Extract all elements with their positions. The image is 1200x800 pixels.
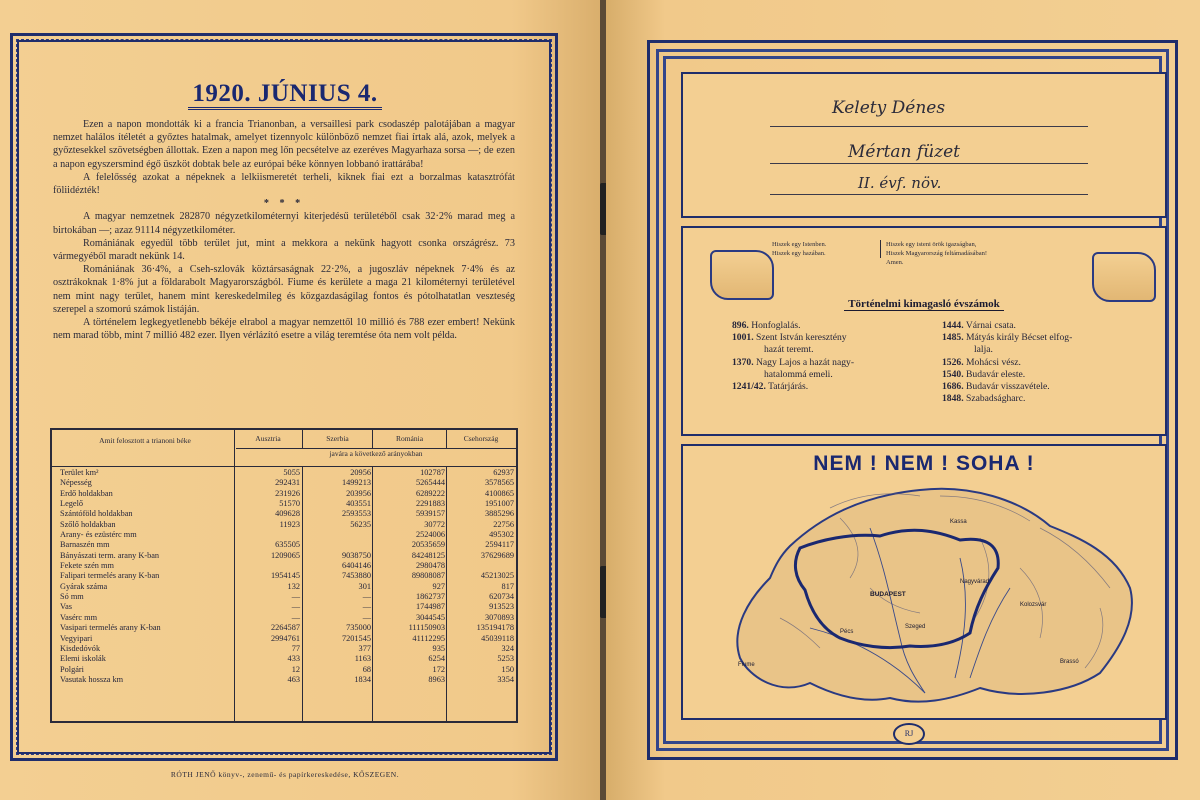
table-row [52, 654, 516, 664]
event-year: 1526. [942, 356, 964, 368]
event-year: 1001. [732, 332, 754, 344]
event-item [732, 320, 932, 332]
paragraph: A történelem legkegyetlenebb békéje elrabol a magyar nemzettől 10 millió és 788 ezer embert! Nekünk nem marad több, mint 7 millió 482 ezer. Ilyen vérlázító esetre a világ teremtése óta nem volt példa. [53, 317, 515, 342]
table-cell: 3070893 [484, 612, 514, 622]
row-label: Terület km² [60, 468, 99, 477]
scroll-ornament-left [710, 250, 774, 300]
table-row [52, 468, 516, 478]
table-cell: 11923 [279, 519, 300, 529]
paragraph: Ezen a napon mondották ki a francia Trianonban, a versaillesi park csodaszép palotájában a magyar nemzet halálos ítéletét a győztes hatalmak, amelyet tizennyolc különböző nemzet fiai írtak alá, azok, melyek a győztesekkel szövetségben állottak. Ezen a napon meg lőn pecsételve az ezeréves Magyarhaza sorsa —; de ezen a napon egyszersmind égő üszköt dobtak bele az európai béke könnyen lobbanó irattárába! [53, 119, 515, 170]
table-cell: 3354 [497, 674, 514, 684]
publisher-logo: RJ [893, 723, 925, 745]
table-row [52, 561, 516, 571]
event-year: 1848. [942, 393, 964, 405]
divider [302, 430, 303, 448]
table-cell: 377 [358, 643, 371, 653]
events-title-text: Történelmi kimagasló évszámok [844, 298, 1004, 311]
event-text: Honfoglalás. [751, 320, 801, 331]
table-cell: — [291, 592, 300, 602]
table-cell: 2524006 [415, 530, 445, 540]
row-label: Erdő holdakban [60, 488, 113, 498]
table-cell: — [362, 602, 371, 612]
writing-line [770, 194, 1088, 195]
partition-table [50, 428, 518, 723]
table-row [52, 499, 516, 509]
map-label-pecs: Pécs [840, 629, 854, 635]
table-cell: 5055 [283, 468, 300, 477]
table-cell: — [362, 592, 371, 602]
map-label-budapest: BUDAPEST [870, 591, 906, 598]
table-cell: 301 [358, 581, 371, 591]
paragraph: A felelősség azokat a népeknek a lelkiismeretét terheli, kiknek fiai ezt a borzalmas katasztrófát föliidézték! [53, 171, 515, 197]
event-text: Budavár eleste. [966, 368, 1026, 380]
motto-line: Amen. [886, 259, 904, 266]
event-text: Várnai csata. [965, 320, 1016, 331]
row-label: Kisdedóvók [60, 643, 101, 653]
column-header: Románia [395, 434, 424, 443]
motto-line: Hiszek egy isteni örök igazságban, [886, 241, 977, 248]
writing-line [770, 163, 1088, 164]
table-cell: 3044545 [415, 612, 445, 622]
row-label: Só mm [60, 592, 84, 602]
table-row [52, 489, 516, 499]
motto-line: Hiszek egy Istenben. [772, 241, 827, 248]
table-body [52, 468, 516, 685]
table-cell: 12 [291, 664, 300, 674]
table-cell: 433 [287, 654, 300, 664]
event-year: 1485. [942, 332, 964, 344]
table-cell: 2594117 [485, 540, 514, 550]
row-label: Legelő [60, 499, 84, 509]
event-item [732, 369, 932, 381]
divider [446, 430, 447, 448]
table-cell: 6289222 [415, 488, 445, 498]
table-cell: 735000 [346, 623, 371, 633]
table-cell: 20956 [350, 468, 371, 477]
writing-line [770, 126, 1088, 127]
table-cell: 635505 [275, 540, 300, 550]
table-cell: — [291, 612, 300, 622]
event-item [732, 357, 932, 369]
event-text: Budavár visszavétele. [966, 381, 1050, 393]
motto-left [772, 240, 881, 258]
map-label-fiume: Fiume [738, 662, 755, 668]
table-cell: 22756 [493, 519, 514, 529]
event-text: Szent István keresztény [756, 332, 847, 344]
column-header: Szerbia [326, 434, 349, 443]
row-label: Elemi iskolák [60, 654, 106, 664]
table-cell: 2994761 [270, 633, 300, 643]
table-cell: 2291883 [415, 499, 445, 509]
event-text: hatalommá emeli. [764, 368, 833, 380]
row-label: Falipari termelés arany K-ban [60, 571, 160, 581]
event-text: Mátyás király Bécset elfog- [966, 332, 1073, 344]
table-cell: 2593553 [341, 509, 371, 519]
row-label: Vas [60, 602, 72, 612]
event-item [732, 381, 932, 393]
table-row [52, 540, 516, 550]
handwritten-subject: Mértan füzet [848, 142, 961, 162]
table-cell: 1499213 [341, 478, 371, 488]
table-cell: 41112295 [412, 633, 445, 643]
event-text: Szabadságharc. [966, 393, 1026, 405]
event-year: 1686. [942, 381, 964, 393]
table-cell: 111150903 [408, 623, 445, 633]
table-subheader: javára a következő arányokban [329, 449, 423, 458]
row-label: Szőlő holdakban [60, 519, 116, 529]
table-cell: 6404146 [341, 561, 371, 571]
table-cell: — [291, 602, 300, 612]
table-cell: 927 [432, 581, 445, 591]
table-cell: 1954145 [270, 571, 300, 581]
table-cell: 324 [501, 643, 514, 653]
event-year: 896. [732, 320, 749, 331]
table-cell: 3885296 [484, 509, 514, 519]
section-divider: * * * [263, 198, 305, 210]
table-cell: 913523 [489, 602, 514, 612]
table-cell: 30772 [424, 519, 445, 529]
map-label-nagyvarad: Nagyvárad [960, 579, 990, 585]
table-cell: 620734 [489, 592, 514, 602]
table-row [52, 520, 516, 530]
row-label: Barnaszén mm [60, 540, 110, 550]
paragraph: A magyar nemzetnek 282870 négyzetkilométernyi kiterjedésű területéből csak 32·2% marad meg a birtokában —; azaz 91114 négyzetkilométer. [53, 211, 515, 236]
table-cell: 5253 [497, 654, 514, 664]
table-cell: 4100865 [484, 488, 514, 498]
table-cell: 817 [501, 581, 514, 591]
row-label: Vegyipari [60, 633, 93, 643]
table-cell: 89808087 [411, 571, 445, 581]
table-cell: 495302 [489, 530, 514, 540]
motto-line: Hiszek egy hazában. [772, 250, 826, 257]
publisher-footer: RÓTH JENŐ könyv-, zenemű- és papírkereskedése, KŐSZEGEN. [170, 770, 400, 779]
page-title [0, 80, 570, 108]
event-item [942, 357, 1132, 369]
event-year: 1241/42. [732, 381, 766, 393]
row-label: Arany- és ezüstérc mm [60, 530, 137, 540]
table-cell: 1862737 [415, 592, 445, 602]
historic-border [737, 489, 1132, 702]
event-item [942, 369, 1132, 381]
events-list-right [942, 320, 1132, 405]
event-text: Tatárjárás. [768, 381, 809, 393]
table-cell: 62937 [493, 468, 514, 477]
table-row [52, 634, 516, 644]
table-cell: — [362, 612, 371, 622]
event-year: 1444. [942, 320, 964, 331]
event-item [732, 332, 932, 344]
row-label: Vasutak hossza km [60, 674, 124, 684]
table-row [52, 623, 516, 633]
table-cell: 37629689 [480, 550, 514, 560]
table-cell: 403551 [346, 499, 371, 509]
table-cell: 935 [432, 643, 445, 653]
divider [372, 430, 373, 448]
table-corner-header: Amit felosztott a trianoni béke [99, 436, 191, 445]
table-cell: 45039118 [481, 633, 514, 643]
table-cell: 409628 [275, 509, 300, 519]
table-cell: 6254 [428, 654, 445, 664]
event-text: Nagy Lajos a hazát nagy- [756, 356, 855, 368]
table-row [52, 530, 516, 540]
event-item [942, 344, 1132, 356]
table-cell: 1951007 [484, 499, 514, 509]
table-cell: 292431 [275, 478, 300, 488]
table-row [52, 613, 516, 623]
table-row [52, 478, 516, 488]
table-cell: 203956 [346, 488, 371, 498]
treaty-text [53, 118, 515, 342]
event-item [942, 320, 1132, 332]
table-row [52, 551, 516, 561]
paragraph: Romániának egyedül több terület jut, mint a mekkora a nekünk hagyott csonka országrész. 73 vármegyéből maradt nekünk 14. [53, 237, 515, 263]
table-row [52, 675, 516, 685]
table-cell: 150 [501, 664, 514, 674]
row-label: Polgári [60, 664, 84, 674]
table-row [52, 665, 516, 675]
table-header [52, 430, 516, 467]
table-cell: 2264587 [270, 623, 300, 633]
motto-line: Hiszek Magyarország feltámadásában! [886, 250, 988, 257]
table-row [52, 582, 516, 592]
paragraph: Romániának 36·4%, a Cseh-szlovák köztársaságnak 22·2%, a jugoszláv népeknek 7·4% és az osztrákoknak 1·8% jut a földarabolt Magyarországból. Fiume és kerülete a maga 21 kilométernyi területével nem mint nagy terület, hanem mint kereskedelmileg és közgazdaságilag fontos és pótolhatatlan veszteség szerepel a szomorú számok listáján. [53, 264, 515, 315]
hungary-map [720, 478, 1140, 713]
table-row [52, 571, 516, 581]
table-row [52, 509, 516, 519]
event-item [942, 332, 1132, 344]
table-cell: 463 [287, 674, 300, 684]
event-item [732, 344, 932, 356]
table-cell: 51570 [279, 499, 300, 509]
scroll-ornament-right [1092, 252, 1156, 302]
row-label: Szántóföld holdakban [60, 509, 133, 519]
table-cell: 2980478 [415, 561, 445, 571]
table-cell: 20535659 [411, 540, 445, 550]
row-label: Népesség [60, 478, 92, 488]
title-text: 1920. JÚNIUS 4. [188, 80, 381, 110]
table-cell: 5939157 [415, 509, 445, 519]
map-label-szeged: Szeged [905, 624, 926, 630]
slogan: NEM ! NEM ! SOHA ! [813, 452, 1035, 475]
column-header: Ausztria [255, 434, 281, 443]
table-cell: 3578565 [484, 478, 514, 488]
table-row [52, 644, 516, 654]
events-list-left [732, 320, 932, 393]
table-cell: 7453880 [341, 571, 371, 581]
table-cell: 1834 [354, 674, 371, 684]
row-label: Fekete szén mm [60, 561, 114, 571]
event-year: 1370. [732, 356, 754, 368]
table-cell: 68 [362, 664, 371, 674]
table-cell: 8963 [428, 674, 445, 684]
table-cell: 84248125 [411, 550, 445, 560]
table-cell: 1209065 [270, 550, 300, 560]
table-row [52, 602, 516, 612]
events-title [681, 298, 1167, 310]
table-row [52, 592, 516, 602]
event-item [942, 393, 1132, 405]
table-cell: 102787 [420, 468, 445, 477]
table-cell: 132 [287, 581, 300, 591]
event-text: Mohácsi vész. [966, 356, 1021, 368]
event-year: 1540. [942, 368, 964, 380]
table-cell: 77 [291, 643, 300, 653]
event-item [942, 381, 1132, 393]
map-label-kolozsvar: Kolozsvár [1020, 602, 1047, 608]
motto-right [886, 240, 1086, 267]
map-label-kassa: Kassa [950, 519, 967, 525]
handwritten-grade: II. évf. növ. [858, 174, 942, 192]
row-label: Gyárak száma [60, 581, 108, 591]
event-text: hazát teremt. [764, 344, 814, 356]
handwritten-name: Kelety Dénes [832, 98, 946, 118]
table-cell: 5265444 [415, 478, 445, 488]
event-text: lalja. [974, 344, 993, 356]
table-cell: 56235 [350, 519, 371, 529]
table-cell: 135194178 [476, 623, 514, 633]
column-header: Csehország [463, 434, 499, 443]
table-cell: 9038750 [341, 550, 371, 560]
row-label: Vasipari termelés arany K-ban [60, 623, 161, 633]
row-label: Bányászati term. arany K-ban [60, 550, 160, 560]
table-cell: 45213025 [480, 571, 514, 581]
table-cell: 231926 [275, 488, 300, 498]
table-cell: 1163 [354, 654, 371, 664]
table-cell: 7201545 [341, 633, 371, 643]
row-label: Vasérc mm [60, 612, 98, 622]
table-cell: 1744987 [415, 602, 445, 612]
map-label-brasso: Brassó [1060, 659, 1079, 665]
table-cell: 172 [432, 664, 445, 674]
